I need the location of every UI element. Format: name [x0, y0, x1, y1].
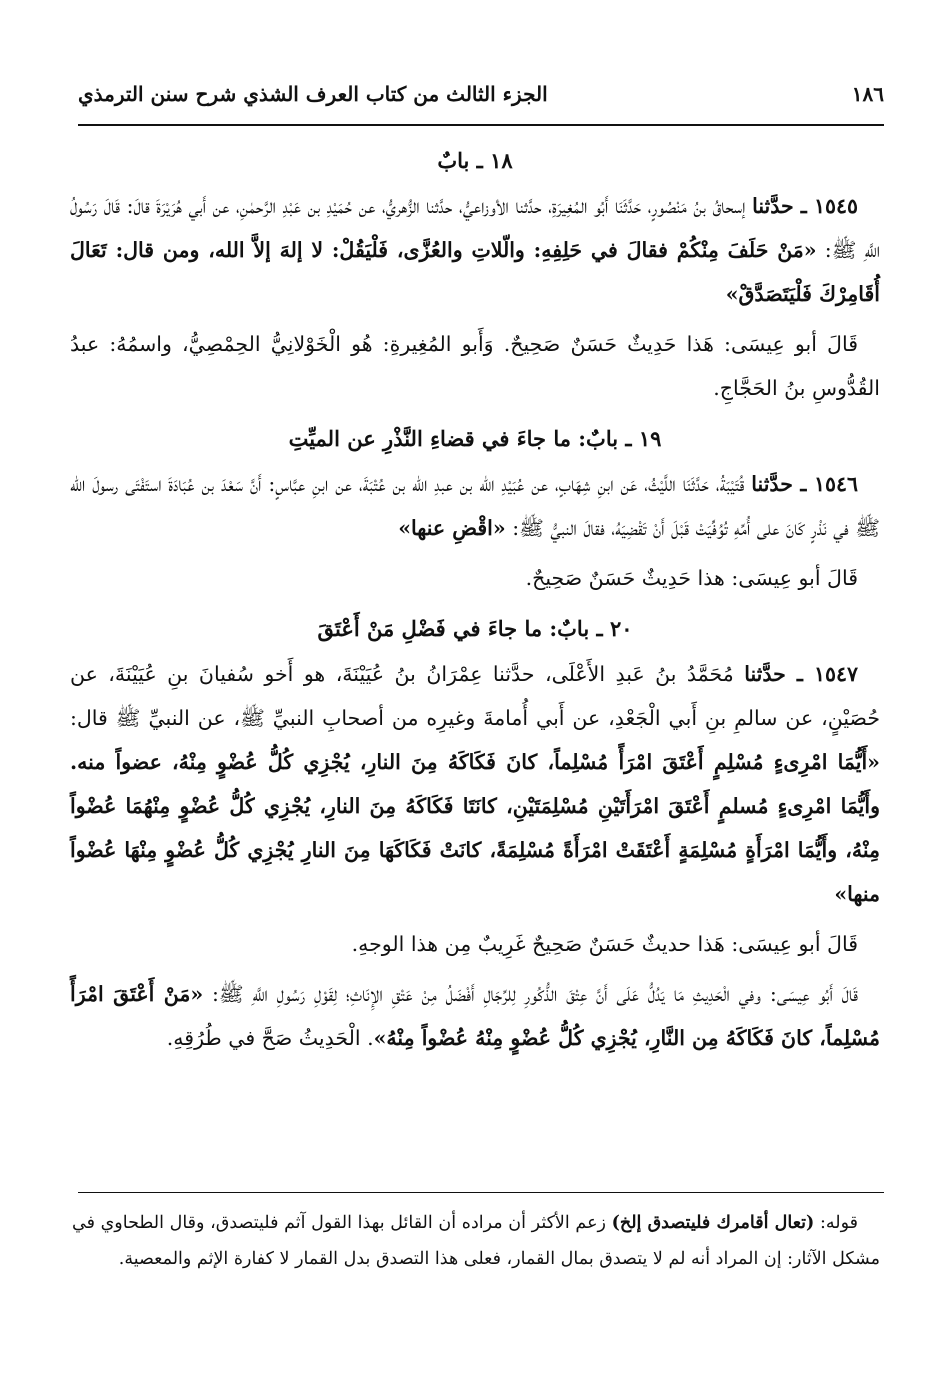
page-number: ١٨٦ — [851, 82, 884, 106]
commentary-1545: قَالَ أبو عِيسَى: هَذا حَدِيثٌ حَسَنٌ صَحِيحٌ. وَأَبو المُغِيرةِ: هُو الْخَوْلانِيُّ الحِمْصِيُّ، واسمُهُ: عبدُ القُدُّوسِ بنُ الحَجَّاجِ. — [70, 332, 880, 400]
hadith-number: ١٥٤٦ ـ حدَّثنا — [751, 472, 858, 496]
closing-text: قَالَ أَبُو عِيسَى: وفي الْحَدِيثِ مَا يَدُلُّ عَلَى أَنَّ عِتْقَ الذُّكُورِ لِلرِّجَالِ أَفْضَلُ مِنْ عَتْقِ الإِنَاثِ؛ لِقَوْلِ رَسُولِ اللَّهِ ﷺ: — [203, 982, 858, 1006]
hadith-number: ١٥٤٧ ـ حدَّثنا — [744, 662, 859, 686]
running-title: الجزء الثالث من كتاب العرف الشذي شرح سنن الترمذي — [78, 82, 548, 106]
footnote-quoted: (تعال أقامرك فليتصدق إلخ) — [611, 1213, 815, 1233]
chapter-heading-19: ١٩ ـ بابٌ: ما جاءَ في قضاءِ النَّذْرِ عن الميِّتِ — [288, 426, 662, 451]
header-divider — [78, 124, 884, 126]
page-header — [78, 74, 884, 114]
footnote — [72, 1205, 880, 1277]
footnote-text: زعم الأكثر أن مراده أن القائل بهذا القول آثم فليتصدق، وقال الطحاوي في مشكل الآثار: إن المراد أنه لم لا يتصدق بمال القمار، فعلى هذا التصدق بدل القمار لا كفارة الإثم والمعصية. — [72, 1213, 880, 1269]
commentary-1547: قَالَ أبو عِيسَى: هَذا حديثٌ حَسَنٌ صَحِيحٌ غَرِيبٌ مِن هذا الوجهِ. — [351, 932, 858, 956]
hadith-1546 — [70, 462, 880, 550]
hadith-1545 — [70, 184, 880, 316]
footnote-divider — [78, 1192, 884, 1193]
closing-quote: «مَنْ أَعْتَقَ امْرَأً مُسْلِماً، كانَ فَكَاكَهُ مِن النَّارِ، يُجْزِي كُلُّ عُضْوٍ مِنْهُ عُضْواً مِنْهُ» — [70, 982, 880, 1050]
hadith-text: إسحاقُ بنُ مَنْصُورٍ، حَدَّثَنَا أَبُو المُغِيرَةِ، حدَّثنا الأوزاعيُّ، حدَّثنا الزُّهريُّ، عن حُمَيْدِ بن عَبْدِ الرَّحمٰنِ، عن أَبي هُرَيْرَةَ قالَ: قَالَ رَسُولُ اللَّهِ ﷺ: — [70, 194, 880, 262]
hadith-quote: «اقْضِ عنها» — [398, 516, 506, 540]
hadith-number: ١٥٤٥ ـ حدَّثنا — [752, 194, 859, 218]
closing-commentary — [70, 972, 880, 1060]
hadith-1547 — [70, 652, 880, 916]
chapter-heading-20: ٢٠ ـ بابٌ: ما جاءَ في فَضْلِ مَنْ أَعْتَقَ — [317, 616, 633, 641]
hadith-quote: «مَنْ حَلَفَ مِنْكُمْ فقالَ في حَلِفِهِ: والّلاتِ والعُزَّى، فَلْيَقُلْ: لا إلهَ إلاَّ الله، ومن قال: تَعَالَ أُقَامِرْكَ فَلْيَتَصَدَّقْ» — [70, 238, 880, 306]
closing-text-end: . الْحَدِيثُ صَحَّ في طُرُقِهِ. — [166, 1026, 374, 1050]
main-text — [70, 138, 880, 1066]
chapter-heading-18: ١٨ ـ بابٌ — [437, 148, 513, 173]
commentary-1546: قَالَ أبو عِيسَى: هذا حَدِيثٌ حَسَنٌ صَحِيحٌ. — [525, 566, 858, 590]
hadith-quote: «أَيُّمَا امْرِىءٍ مُسْلِمٍ أَعْتَقَ امْرَأً مُسْلِماً، كانَ فَكَاكَهُ مِنَ النارِ، يُجْزِي كُلُّ عُضْوٍ مِنْهُ، عضواً منه. وأَيُّمَا امْرِىءٍ مُسلمٍ أَعْتَقَ امْرَأَتَيْنِ مُسْلِمَتَيْنِ، كانَتَا فَكَاكَهُ مِنَ النارِ، يُجْزِي كُلُّ عُضْوٍ مِنْهُمَا عُضْواً مِنْهُ، وأَيُّمَا امْرَأَةٍ مُسْلِمَةٍ أَعْتَقَتْ امْرَأَةً مُسْلِمَةً، كانَتْ فَكَاكَهَا مِنَ النارِ يُجْزِي كُلُّ عُضْوٍ مِنْهَا عُضْواً منها» — [70, 750, 880, 906]
footnote-prefix: قوله: — [814, 1213, 858, 1233]
hadith-text: مُحَمَّدُ بنُ عَبدِ الأَعْلَى، حدَّثنا عِمْرَانُ بنُ عُيَيْنَةَ، هو أَخو سُفيانَ بنِ عُيَيْنَةَ، عن حُصَيْنٍ، عن سالمِ بنِ أَبي الْجَعْدِ، عن أَبي أُمامةَ وغيرِه من أصحابِ النبيِّ ﷺ، عن النبيِّ ﷺ قال: — [70, 662, 880, 730]
hadith-text: قُتَيْبَةُ، حَدَّثَنَا اللَّيْثُ، عَن ابنِ شِهَابٍ، عن عُبَيْدِ الله بن عبدِ الله بن عُتْبَةَ، عن ابنِ عبَّاسٍ: أَنَّ سَعْدَ بن عُبَادَةَ استَفْتَى رسولَ الله ﷺ في نَذْرٍ كَانَ على أُمِّهِ تُوُفِّيَتْ قَبْلَ أَنْ تَقْضِيَهُ، فقالَ النبيُّ ﷺ: — [70, 472, 880, 540]
